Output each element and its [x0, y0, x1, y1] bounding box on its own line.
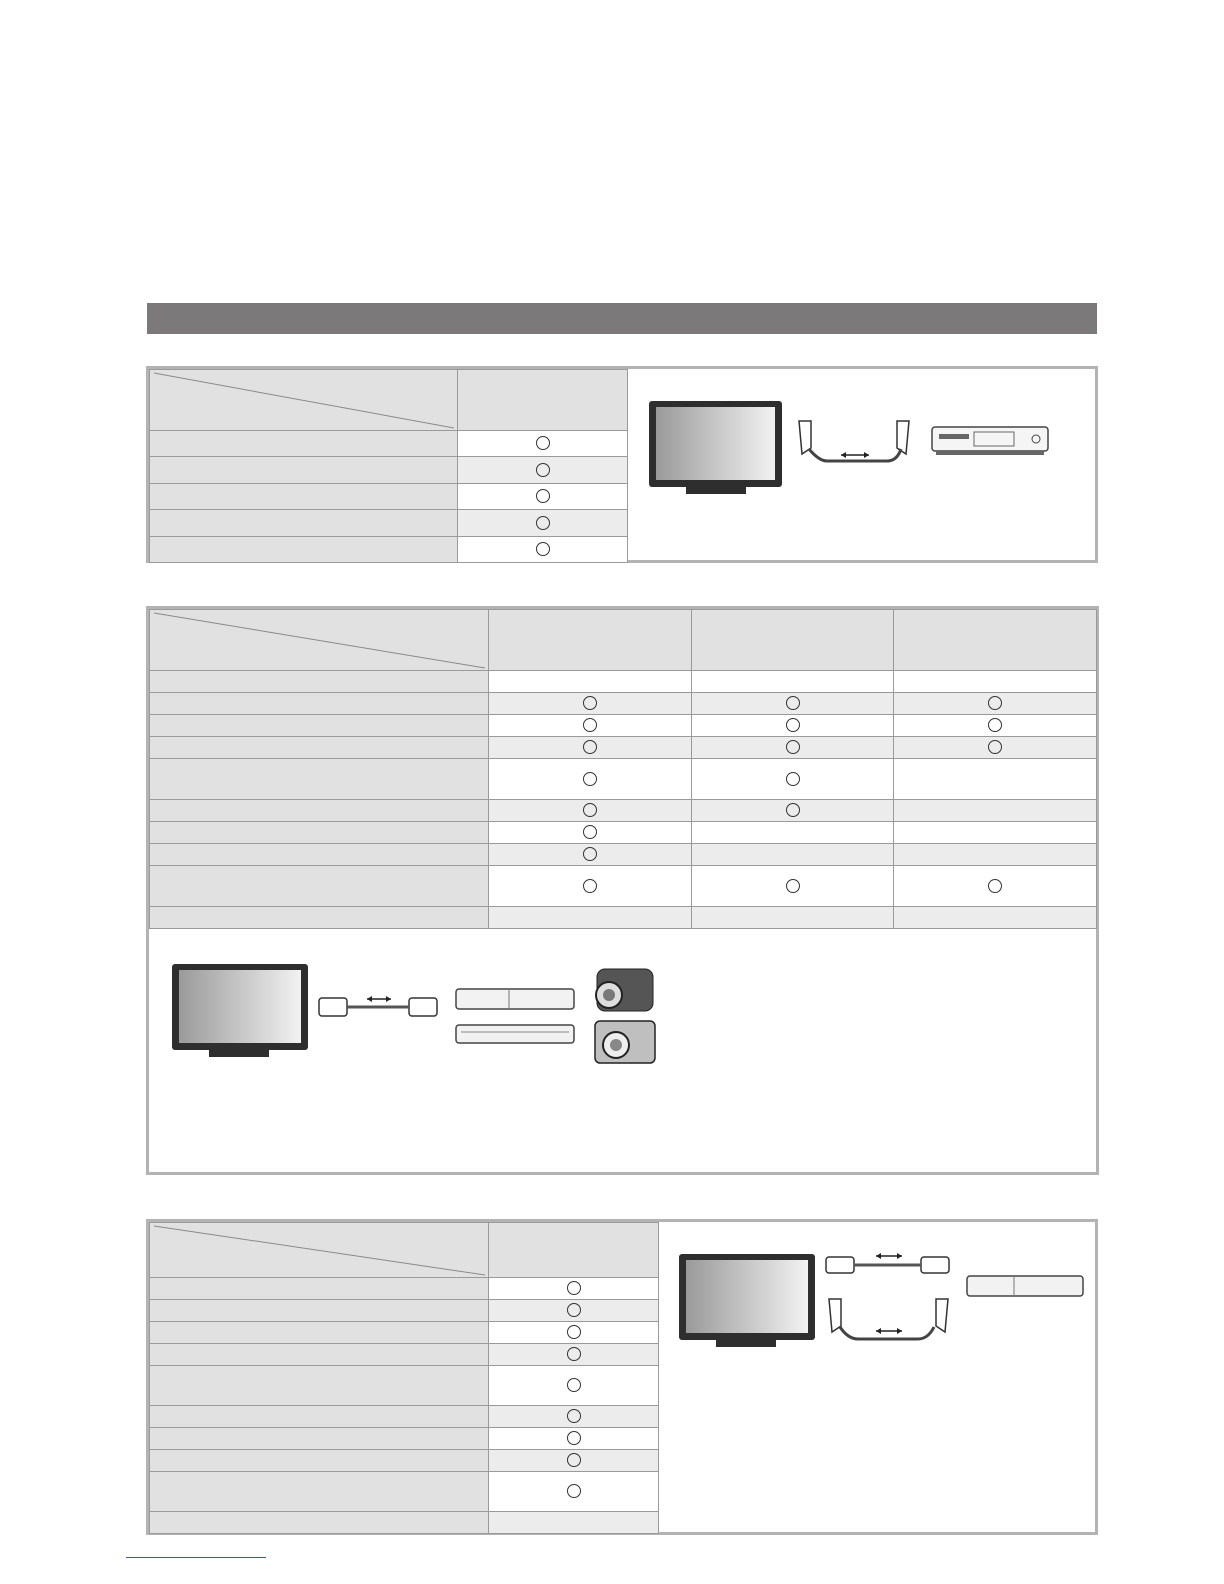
compatibility-cell	[458, 457, 628, 483]
recorder-icon	[456, 989, 574, 1009]
feature-label-cell	[150, 907, 489, 929]
table-row	[150, 693, 1097, 715]
feature-label-cell	[150, 759, 489, 800]
compatibility-cell	[894, 671, 1097, 693]
compatibility-cell	[894, 715, 1097, 737]
compatibility-cell	[489, 737, 692, 759]
feature-label-cell	[150, 1366, 489, 1406]
table-corner-cell	[150, 610, 489, 671]
supported-mark-icon	[988, 696, 1002, 710]
compatibility-cell	[489, 1278, 659, 1300]
compatibility-cell	[489, 907, 692, 929]
compatibility-cell	[894, 822, 1097, 844]
feature-label-cell	[150, 1278, 489, 1300]
compatibility-cell	[458, 510, 628, 536]
supported-mark-icon	[786, 740, 800, 754]
table-row	[150, 737, 1097, 759]
feature-label-cell	[150, 800, 489, 822]
compatibility-cell	[489, 866, 692, 907]
table-row	[150, 457, 628, 483]
table-row	[150, 1472, 659, 1512]
supported-mark-icon	[786, 718, 800, 732]
compatibility-cell	[489, 1406, 659, 1428]
table-row	[150, 715, 1097, 737]
supported-mark-icon	[536, 436, 550, 450]
supported-mark-icon	[786, 879, 800, 893]
column-header	[894, 610, 1097, 671]
supported-mark-icon	[536, 463, 550, 477]
feature-label-cell	[150, 693, 489, 715]
player-icon	[456, 1025, 574, 1043]
compatibility-cell	[894, 693, 1097, 715]
table-row	[150, 1406, 659, 1428]
compatibility-cell	[489, 1428, 659, 1450]
section-header-bar	[147, 303, 1097, 334]
table-row	[150, 759, 1097, 800]
feature-label-cell	[150, 1344, 489, 1366]
table-row	[150, 483, 628, 509]
table-row	[150, 1366, 659, 1406]
compatibility-cell	[489, 1512, 659, 1534]
feature-label-cell	[150, 866, 489, 907]
supported-mark-icon	[536, 516, 550, 530]
compatibility-cell	[489, 1300, 659, 1322]
compatibility-cell	[489, 715, 692, 737]
table-row	[150, 907, 1097, 929]
table-row	[150, 431, 628, 457]
compatibility-cell	[489, 1450, 659, 1472]
table-row	[150, 800, 1097, 822]
compatibility-cell	[894, 737, 1097, 759]
table-row	[150, 1512, 659, 1534]
compatibility-cell	[489, 1344, 659, 1366]
table-row	[150, 1278, 659, 1300]
table-row	[150, 1344, 659, 1366]
compatibility-cell	[894, 907, 1097, 929]
supported-mark-icon	[786, 772, 800, 786]
hdmi-cable-icon	[826, 1253, 949, 1273]
supported-mark-icon	[583, 803, 597, 817]
table-row	[150, 1322, 659, 1344]
feature-label-cell	[150, 1472, 489, 1512]
compatibility-cell	[894, 759, 1097, 800]
table-row	[150, 1300, 659, 1322]
hdmi-scart-connection-illustration	[674, 1244, 1094, 1354]
feature-label-cell	[150, 1406, 489, 1428]
column-header	[692, 610, 894, 671]
compatibility-cell	[458, 431, 628, 457]
table-row	[150, 844, 1097, 866]
supported-mark-icon	[583, 718, 597, 732]
compatibility-cell	[692, 715, 894, 737]
compatibility-cell	[489, 671, 692, 693]
supported-mark-icon	[536, 542, 550, 556]
compatibility-cell	[489, 693, 692, 715]
supported-mark-icon	[567, 1281, 581, 1295]
supported-mark-icon	[583, 696, 597, 710]
column-header	[489, 1223, 659, 1278]
compatibility-cell	[692, 671, 894, 693]
compatibility-cell	[458, 536, 628, 562]
compatibility-cell	[489, 759, 692, 800]
feature-label-cell	[150, 483, 458, 509]
feature-label-cell	[150, 1322, 489, 1344]
supported-mark-icon	[536, 489, 550, 503]
supported-mark-icon	[567, 1484, 581, 1498]
scart-cable-icon	[829, 1299, 948, 1339]
feature-label-cell	[150, 457, 458, 483]
feature-label-cell	[150, 1428, 489, 1450]
scart-connection-illustration	[639, 394, 1059, 504]
feature-label-cell	[150, 671, 489, 693]
hdmi-scart-compatibility-panel	[146, 1219, 1098, 1535]
compatibility-cell	[692, 866, 894, 907]
compatibility-cell	[489, 1322, 659, 1344]
supported-mark-icon	[988, 718, 1002, 732]
hdmi-compatibility-table	[149, 609, 1097, 929]
link-underline	[126, 1557, 266, 1558]
table-corner-cell	[150, 1223, 489, 1278]
supported-mark-icon	[567, 1378, 581, 1392]
supported-mark-icon	[583, 847, 597, 861]
feature-label-cell	[150, 1512, 489, 1534]
feature-label-cell	[150, 715, 489, 737]
supported-mark-icon	[988, 740, 1002, 754]
recorder-icon	[967, 1276, 1083, 1296]
compatibility-cell	[894, 800, 1097, 822]
compatibility-cell	[894, 866, 1097, 907]
supported-mark-icon	[567, 1431, 581, 1445]
compatibility-cell	[692, 800, 894, 822]
supported-mark-icon	[567, 1347, 581, 1361]
table-row	[150, 536, 628, 562]
compatibility-cell	[489, 844, 692, 866]
table-row	[150, 866, 1097, 907]
feature-label-cell	[150, 844, 489, 866]
scart-cable-icon	[799, 421, 909, 461]
camcorder-icon	[596, 969, 653, 1011]
column-header	[458, 370, 628, 431]
table-row	[150, 822, 1097, 844]
compatibility-cell	[489, 822, 692, 844]
camera-icon	[595, 1021, 655, 1063]
compatibility-cell	[692, 693, 894, 715]
hdmi-connection-illustration	[169, 959, 669, 1079]
feature-label-cell	[150, 737, 489, 759]
compatibility-cell	[489, 1366, 659, 1406]
supported-mark-icon	[567, 1325, 581, 1339]
compatibility-cell	[692, 759, 894, 800]
feature-label-cell	[150, 431, 458, 457]
recorder-icon	[932, 427, 1048, 455]
feature-label-cell	[150, 1300, 489, 1322]
compatibility-cell	[692, 737, 894, 759]
hdmi-scart-compatibility-table	[149, 1222, 659, 1534]
compatibility-cell	[458, 483, 628, 509]
tv-icon	[172, 964, 308, 1057]
supported-mark-icon	[583, 740, 597, 754]
supported-mark-icon	[786, 696, 800, 710]
table-row	[150, 1428, 659, 1450]
scart-compatibility-panel	[146, 366, 1098, 563]
table-row	[150, 510, 628, 536]
tv-icon	[679, 1254, 815, 1347]
feature-label-cell	[150, 822, 489, 844]
scart-compatibility-table	[149, 369, 628, 563]
feature-label-cell	[150, 510, 458, 536]
supported-mark-icon	[583, 772, 597, 786]
compatibility-cell	[894, 844, 1097, 866]
supported-mark-icon	[583, 879, 597, 893]
compatibility-cell	[692, 907, 894, 929]
column-header	[489, 610, 692, 671]
supported-mark-icon	[567, 1409, 581, 1423]
tv-icon	[649, 401, 782, 494]
supported-mark-icon	[567, 1303, 581, 1317]
supported-mark-icon	[567, 1453, 581, 1467]
feature-label-cell	[150, 1450, 489, 1472]
feature-label-cell	[150, 536, 458, 562]
supported-mark-icon	[988, 879, 1002, 893]
supported-mark-icon	[786, 803, 800, 817]
table-row	[150, 671, 1097, 693]
compatibility-cell	[489, 1472, 659, 1512]
table-corner-cell	[150, 370, 458, 431]
compatibility-cell	[692, 844, 894, 866]
supported-mark-icon	[583, 825, 597, 839]
hdmi-compatibility-panel	[146, 606, 1099, 1175]
table-row	[150, 1450, 659, 1472]
hdmi-cable-icon	[319, 996, 437, 1016]
compatibility-cell	[692, 822, 894, 844]
compatibility-cell	[489, 800, 692, 822]
